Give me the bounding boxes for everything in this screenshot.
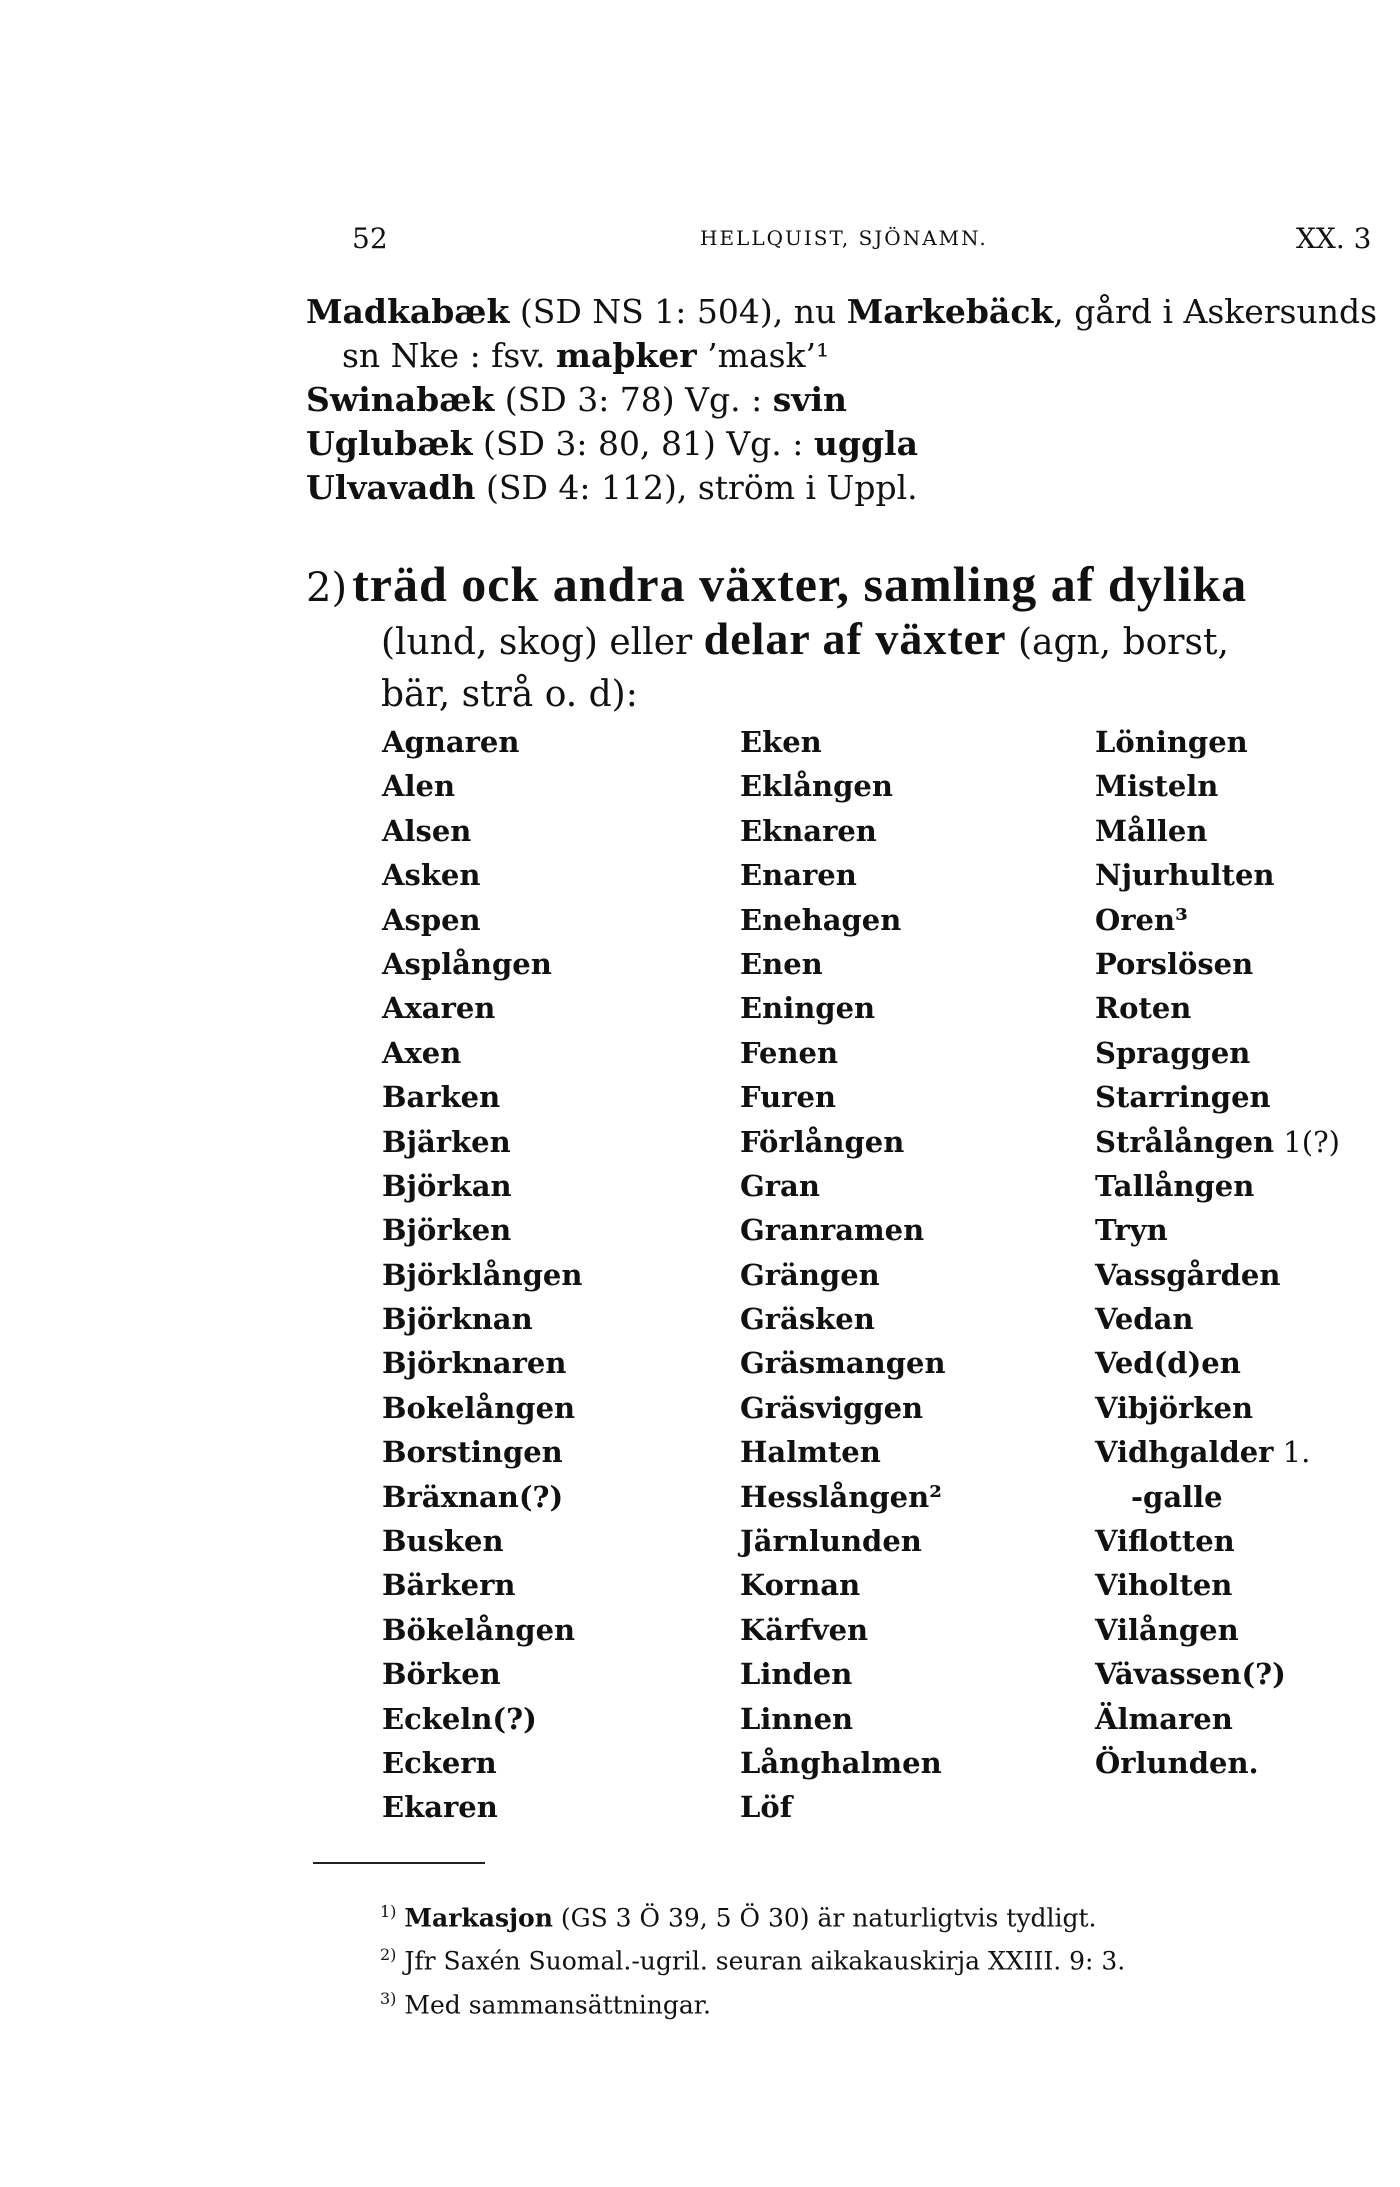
entry-name: Ulvavadh xyxy=(306,468,476,507)
place-name xyxy=(740,942,946,986)
place-name xyxy=(382,1519,582,1563)
entry-name: Swinabæk xyxy=(306,380,495,419)
place-name xyxy=(1095,764,1340,808)
place-name xyxy=(382,1297,582,1341)
place-name-text: Järnlunden xyxy=(740,1524,922,1559)
place-name-text: Börken xyxy=(382,1657,501,1692)
place-name-text: Starringen xyxy=(1095,1080,1271,1115)
place-name-text: Bjärken xyxy=(382,1124,511,1159)
intro-number: 2) xyxy=(306,565,348,611)
place-name-text: Grängen xyxy=(740,1257,880,1292)
place-name-text: Agnaren xyxy=(382,725,520,759)
intro-heading-2: delar af växter xyxy=(703,613,1007,664)
place-name xyxy=(382,764,582,808)
place-name-text: Aspen xyxy=(382,902,481,937)
place-name-text: Halmten xyxy=(740,1435,881,1470)
entry-text: ’mask’¹ xyxy=(696,336,830,375)
place-name-text: Busken xyxy=(382,1524,504,1559)
place-name xyxy=(382,1075,582,1119)
intro-heading: träd ock andra växter, samling af dylika xyxy=(352,556,1248,612)
place-name-text: Porslösen xyxy=(1095,946,1254,981)
place-name xyxy=(1095,1430,1340,1474)
footnote-text: Med sammansättningar. xyxy=(404,1989,711,2019)
place-name-text: Enehagen xyxy=(740,902,902,937)
place-name-text: Eklången xyxy=(740,769,893,804)
place-name-text: Vidhgalder xyxy=(1095,1435,1274,1470)
intro-line-3: bär, strå o. d): xyxy=(381,674,638,715)
place-name xyxy=(382,1697,582,1741)
entry-line xyxy=(306,334,1386,378)
place-name-text: Vedan xyxy=(1095,1302,1194,1337)
place-name xyxy=(382,720,582,764)
place-name-text: Tallången xyxy=(1095,1168,1255,1203)
place-name-text: Njurhulten xyxy=(1095,858,1275,893)
footnote xyxy=(380,1936,1380,1979)
place-name xyxy=(740,1075,946,1119)
section-number: XX. 3 xyxy=(1296,222,1372,255)
place-name xyxy=(1095,720,1340,764)
place-name xyxy=(740,764,946,808)
place-name-text: Löningen xyxy=(1095,725,1248,759)
place-name-text: Örlunden. xyxy=(1095,1745,1259,1780)
place-name-text: -galle xyxy=(1131,1479,1223,1514)
place-name xyxy=(740,1386,946,1430)
entry-line xyxy=(306,290,1386,334)
place-name-text: Vibjörken xyxy=(1095,1390,1254,1425)
place-name-text: Alen xyxy=(382,769,456,804)
page-header xyxy=(0,222,1400,262)
place-name-text: Granramen xyxy=(740,1213,925,1248)
place-name-text: Asken xyxy=(382,858,481,893)
place-name-text: Misteln xyxy=(1095,769,1219,804)
place-name xyxy=(1095,1519,1340,1563)
place-name xyxy=(1095,809,1340,853)
entry-name: uggla xyxy=(813,424,918,463)
place-name xyxy=(740,1519,946,1563)
place-name-text: Linnen xyxy=(740,1701,854,1736)
place-name xyxy=(740,1341,946,1385)
place-name-text: Asplången xyxy=(382,946,552,981)
place-name-text: Björknaren xyxy=(382,1346,567,1381)
place-name-text: Gräsken xyxy=(740,1302,875,1337)
place-name xyxy=(1095,942,1340,986)
place-name-text: Gran xyxy=(740,1168,820,1203)
column-3 xyxy=(1095,720,1340,1785)
place-name-text: Eken xyxy=(740,725,822,759)
intro-text: (lund, skog) eller xyxy=(381,622,704,663)
place-name xyxy=(382,1164,582,1208)
place-name xyxy=(382,898,582,942)
place-name-text: Bokelången xyxy=(382,1390,576,1425)
place-name xyxy=(382,1741,582,1785)
column-1 xyxy=(382,720,582,1830)
section-intro xyxy=(306,555,1386,721)
footnote-text: Jfr Saxén Suomal.-ugril. seuran aikakauskirja XXIII. 9: 3. xyxy=(404,1946,1126,1976)
place-name xyxy=(1095,1075,1340,1119)
place-name xyxy=(740,1741,946,1785)
place-name-text: Viflotten xyxy=(1095,1524,1235,1559)
entry-name: svin xyxy=(772,380,847,419)
entry-name: Uglubæk xyxy=(306,424,473,463)
place-name xyxy=(1095,1563,1340,1607)
place-name xyxy=(1095,1652,1340,1696)
place-name xyxy=(1095,1031,1340,1075)
place-name-text: Spraggen xyxy=(1095,1035,1251,1070)
place-name-mark: 1(?) xyxy=(1274,1124,1340,1159)
place-name xyxy=(1095,1208,1340,1252)
place-name-text: Furen xyxy=(740,1080,836,1115)
place-name-text: Älmaren xyxy=(1095,1701,1233,1736)
place-name xyxy=(740,1031,946,1075)
place-name-text: Långhalmen xyxy=(740,1745,942,1780)
place-name xyxy=(740,1563,946,1607)
place-name-text: Viholten xyxy=(1095,1568,1233,1603)
running-head: HELLQUIST, SJÖNAMN. xyxy=(700,226,988,250)
entry-text: (SD NS 1: 504), nu xyxy=(509,292,847,331)
place-name xyxy=(740,1697,946,1741)
place-name-text: Roten xyxy=(1095,991,1192,1026)
footnote-mark: 2) xyxy=(380,1945,397,1965)
place-name-text: Vilången xyxy=(1095,1612,1239,1647)
intro-line-2 xyxy=(306,613,1386,669)
place-name xyxy=(1095,1120,1340,1164)
place-name xyxy=(740,1785,946,1829)
place-name-text: Eningen xyxy=(740,991,876,1026)
place-name xyxy=(382,1608,582,1652)
place-name-text: Förlången xyxy=(740,1124,905,1159)
place-name xyxy=(740,853,946,897)
place-name xyxy=(1095,1341,1340,1385)
place-name xyxy=(740,1208,946,1252)
place-name xyxy=(382,1563,582,1607)
place-name-text: Björken xyxy=(382,1213,512,1248)
place-name xyxy=(740,720,946,764)
intro-line-1 xyxy=(306,555,1386,613)
place-name-text: Björkan xyxy=(382,1168,512,1203)
entry-text: (SD 3: 78) Vg. : xyxy=(494,380,773,419)
place-name-mark: 1. xyxy=(1273,1435,1311,1470)
footnote-mark: 3) xyxy=(380,1988,397,2008)
place-name xyxy=(382,1253,582,1297)
place-name xyxy=(1095,1697,1340,1741)
place-name-text: Bökelången xyxy=(382,1612,576,1647)
entry-name: Madkabæk xyxy=(306,292,510,331)
place-name-text: Alsen xyxy=(382,813,472,848)
place-name xyxy=(740,1253,946,1297)
place-name-text: Enen xyxy=(740,946,823,981)
place-name-text: Axen xyxy=(382,1035,462,1070)
place-name-text: Borstingen xyxy=(382,1435,563,1470)
place-name xyxy=(740,809,946,853)
place-name-text: Hesslången² xyxy=(740,1479,942,1514)
footnote-name: Markasjon xyxy=(404,1903,553,1933)
place-name xyxy=(382,1386,582,1430)
place-name xyxy=(1095,853,1340,897)
place-name xyxy=(382,1785,582,1829)
place-name xyxy=(382,853,582,897)
place-name-text: Bräxnan(?) xyxy=(382,1479,564,1514)
place-name-text: Vassgården xyxy=(1095,1257,1281,1292)
footnote-mark: 1) xyxy=(380,1902,397,1921)
place-name xyxy=(740,1475,946,1519)
entry-text: (SD 3: 80, 81) Vg. : xyxy=(472,424,814,463)
entry-text: , gård i Askersunds xyxy=(1053,292,1378,331)
place-name-text: Ved(d)en xyxy=(1095,1346,1241,1381)
entry-line xyxy=(306,378,1386,422)
place-name xyxy=(382,1475,582,1519)
place-name xyxy=(1095,1741,1340,1785)
place-name-text: Löf xyxy=(740,1790,793,1825)
place-name-text: Tryn xyxy=(1095,1213,1168,1248)
place-name xyxy=(740,1297,946,1341)
place-name xyxy=(740,1120,946,1164)
entry-list xyxy=(306,290,1386,510)
place-name-text: Axaren xyxy=(382,991,496,1026)
place-name-text: Gräsviggen xyxy=(740,1390,924,1425)
place-name-text: Mållen xyxy=(1095,813,1208,848)
place-name xyxy=(1095,1475,1340,1519)
entry-text: (SD 4: 112), ström i Uppl. xyxy=(475,468,918,507)
place-name xyxy=(1095,1164,1340,1208)
entry-line xyxy=(306,422,1386,466)
place-name-text: Eckern xyxy=(382,1745,497,1780)
footnote-rule xyxy=(313,1862,485,1864)
place-name-text: Barken xyxy=(382,1080,501,1115)
place-name-text: Linden xyxy=(740,1657,853,1692)
place-name xyxy=(1095,1253,1340,1297)
place-name xyxy=(382,1652,582,1696)
place-name xyxy=(1095,986,1340,1030)
footnote xyxy=(380,1980,1380,2023)
footnotes xyxy=(380,1893,1380,2023)
place-name xyxy=(382,1031,582,1075)
place-name xyxy=(740,1164,946,1208)
place-name-text: Björklången xyxy=(382,1257,583,1292)
place-name-text: Kornan xyxy=(740,1568,861,1603)
entry-name: Markebäck xyxy=(846,292,1054,331)
place-name xyxy=(382,1208,582,1252)
place-name xyxy=(1095,898,1340,942)
place-name xyxy=(382,809,582,853)
place-name xyxy=(740,1430,946,1474)
place-name xyxy=(740,1652,946,1696)
place-name xyxy=(740,1608,946,1652)
place-name xyxy=(382,1120,582,1164)
intro-text: (agn, borst, xyxy=(1006,622,1229,663)
footnote xyxy=(380,1893,1380,1936)
entry-name: maþker xyxy=(556,336,697,375)
place-name-text: Kärfven xyxy=(740,1612,869,1647)
place-name-text: Björknan xyxy=(382,1302,533,1337)
place-name-text: Strålången xyxy=(1095,1124,1275,1159)
page-number: 52 xyxy=(352,222,388,255)
place-name xyxy=(382,942,582,986)
footnote-text: (GS 3 Ö 39, 5 Ö 30) är naturligtvis tydligt. xyxy=(552,1903,1097,1933)
place-name xyxy=(1095,1608,1340,1652)
place-name-text: Gräsmangen xyxy=(740,1346,946,1381)
place-name-text: Eckeln(?) xyxy=(382,1701,537,1736)
place-name xyxy=(382,986,582,1030)
place-name xyxy=(382,1341,582,1385)
place-name-text: Fenen xyxy=(740,1035,839,1070)
place-name-text: Eknaren xyxy=(740,813,877,848)
place-name-text: Bärkern xyxy=(382,1568,516,1603)
entry-line xyxy=(306,466,1386,510)
place-name xyxy=(1095,1386,1340,1430)
place-name xyxy=(740,986,946,1030)
place-name-text: Ekaren xyxy=(382,1790,498,1825)
column-2 xyxy=(740,720,946,1830)
place-name xyxy=(382,1430,582,1474)
entry-text: sn Nke : fsv. xyxy=(342,336,557,375)
place-name-text: Vävassen(?) xyxy=(1095,1657,1286,1692)
place-name xyxy=(1095,1297,1340,1341)
place-name-text: Oren³ xyxy=(1095,902,1188,937)
place-name xyxy=(740,898,946,942)
place-name-text: Enaren xyxy=(740,858,857,893)
